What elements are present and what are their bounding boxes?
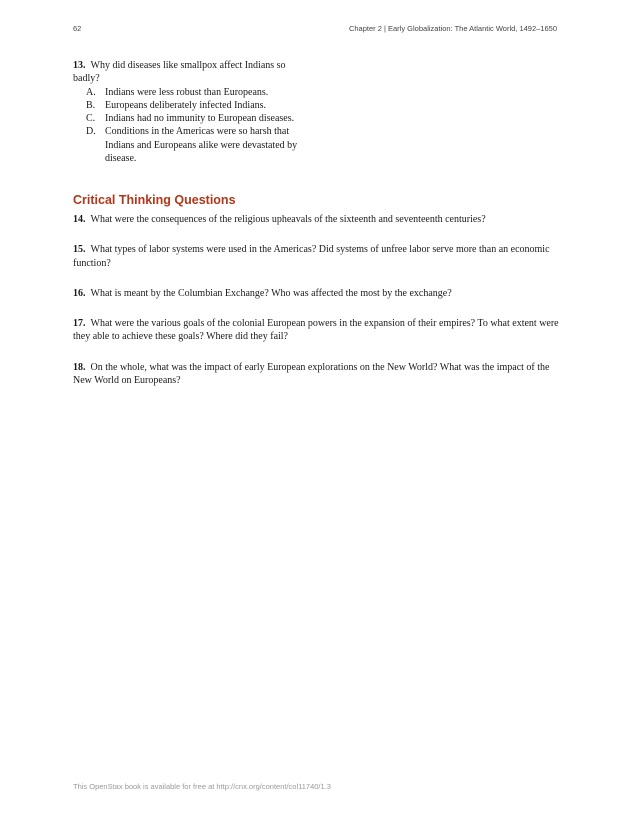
question-16 xyxy=(73,287,561,300)
option-b xyxy=(73,99,313,112)
chapter-title: Chapter 2 | Early Globalization: The Atlantic World, 1492–1650 xyxy=(348,24,557,33)
question-text: What were the consequences of the religious upheavals of the sixteenth and seventeenth centuries? xyxy=(90,214,486,225)
question-15 xyxy=(73,243,561,270)
question-stem xyxy=(73,59,313,86)
question-14 xyxy=(73,213,561,226)
question-number: 13. xyxy=(73,60,86,71)
critical-thinking-questions xyxy=(73,213,561,404)
option-text: Indians were less robust than Europeans. xyxy=(105,86,269,98)
question-text: What were the various goals of the colonial European powers in the expansion of their empires? To what extent were they able to achieve these goals? Where did they fail? xyxy=(73,318,559,343)
option-letter: B. xyxy=(86,99,96,111)
option-text: Indians had no immunity to European diseases. xyxy=(105,113,295,125)
option-letter: A. xyxy=(86,86,96,98)
option-letter: D. xyxy=(86,126,96,138)
page-number: 62 xyxy=(73,24,82,33)
answer-options xyxy=(73,86,313,166)
option-letter: C. xyxy=(86,113,96,125)
question-number: 14. xyxy=(73,214,86,225)
question-text: Why did diseases like smallpox affect Indians so badly? xyxy=(73,60,286,85)
question-18 xyxy=(73,361,561,388)
section-heading: Critical Thinking Questions xyxy=(73,193,236,207)
question-number: 17. xyxy=(73,318,86,330)
option-c xyxy=(73,112,313,125)
footer-source-note: This OpenStax book is available for free at http://cnx.org/content/col11740/1.3 xyxy=(73,782,331,791)
question-text: On the whole, what was the impact of early European explorations on the New World? What was the impact of the New World on Europeans? xyxy=(73,361,550,387)
question-13 xyxy=(73,59,313,165)
question-number: 18. xyxy=(73,361,86,373)
question-number: 16. xyxy=(73,287,86,299)
question-number: 15. xyxy=(73,244,86,256)
question-text: What is meant by the Columbian Exchange? Who was affected the most by the exchange? xyxy=(90,287,452,299)
option-a xyxy=(73,86,313,99)
option-text: Conditions in the Americas were so harsh that Indians and Europeans alike were devastated by disease. xyxy=(105,126,298,165)
option-text: Europeans deliberately infected Indians. xyxy=(105,99,267,111)
question-text: What types of labor systems were used in the Americas? Did systems of unfree labor serve more than an economic function? xyxy=(73,244,550,269)
option-d xyxy=(73,125,313,165)
question-17 xyxy=(73,317,561,344)
